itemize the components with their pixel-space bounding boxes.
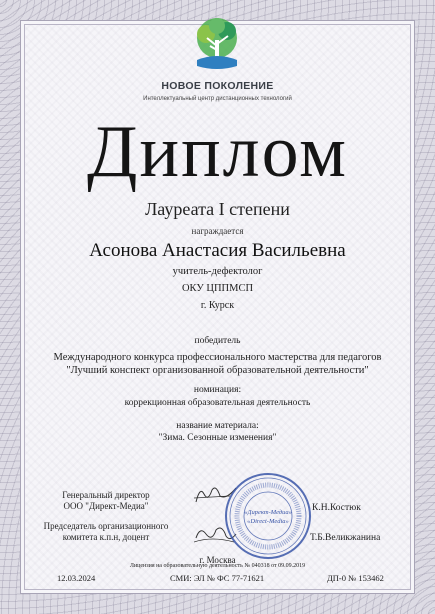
- nomination-value: коррекционная образовательная деятельность: [124, 398, 311, 408]
- director-title-line1: Генеральный директор: [62, 490, 150, 500]
- recipient-city: г. Курск: [200, 300, 235, 311]
- chair-title-line2: комитета к.п.н, доцент: [62, 532, 150, 542]
- license-text: Лицензия на образовательную деятельность № 040318 от 09.09.2019: [129, 563, 306, 569]
- recipient-position: учитель-дефектолог: [172, 266, 263, 277]
- tree-logo-icon: [192, 16, 242, 72]
- organization-stamp-icon: [222, 470, 314, 562]
- brand-subtitle: Интеллектуальный центр дистанционных технологий: [143, 96, 292, 102]
- material-value: "Зима. Сезонные изменения": [158, 433, 277, 443]
- brand-name: НОВОЕ ПОКОЛЕНИЕ: [161, 80, 274, 92]
- chair-name: Т.Б.Великжанина: [310, 533, 381, 543]
- contest-name-line1: Международного конкурса профессионального мастерства для педагогов: [53, 352, 382, 363]
- winner-status: победитель: [194, 336, 241, 346]
- contest-name-line2: "Лучший конспект организованной образовательной деятельности": [66, 365, 369, 376]
- degree-label: Лауреата I степени: [145, 199, 290, 219]
- director-title: [46, 490, 166, 512]
- diploma-number: ДП-0 № 153462: [327, 573, 384, 583]
- awarded-label: награждается: [191, 226, 244, 236]
- issue-city: г. Москва: [199, 555, 236, 565]
- diploma-title: Диплом: [86, 111, 349, 193]
- director-name: К.Н.Костюк: [312, 503, 361, 513]
- chair-title: [36, 521, 176, 543]
- stamp-center-line1: «Директ-Медиа»: [244, 509, 292, 516]
- material-label: название материала:: [176, 421, 259, 431]
- recipient-name: Асонова Анастасия Васильевна: [89, 240, 346, 261]
- chair-title-line1: Председатель организационного: [43, 521, 169, 531]
- issue-date: 12.03.2024: [57, 573, 96, 583]
- recipient-organization: ОКУ ЦППМСП: [181, 283, 254, 294]
- stamp-center-line2: «Direct-Media»: [247, 518, 289, 525]
- director-title-line2: ООО "Директ-Медиа": [63, 501, 149, 511]
- nomination-label: номинация:: [193, 385, 242, 395]
- smi-registration: СМИ: ЭЛ № ФС 77-71621: [170, 573, 265, 583]
